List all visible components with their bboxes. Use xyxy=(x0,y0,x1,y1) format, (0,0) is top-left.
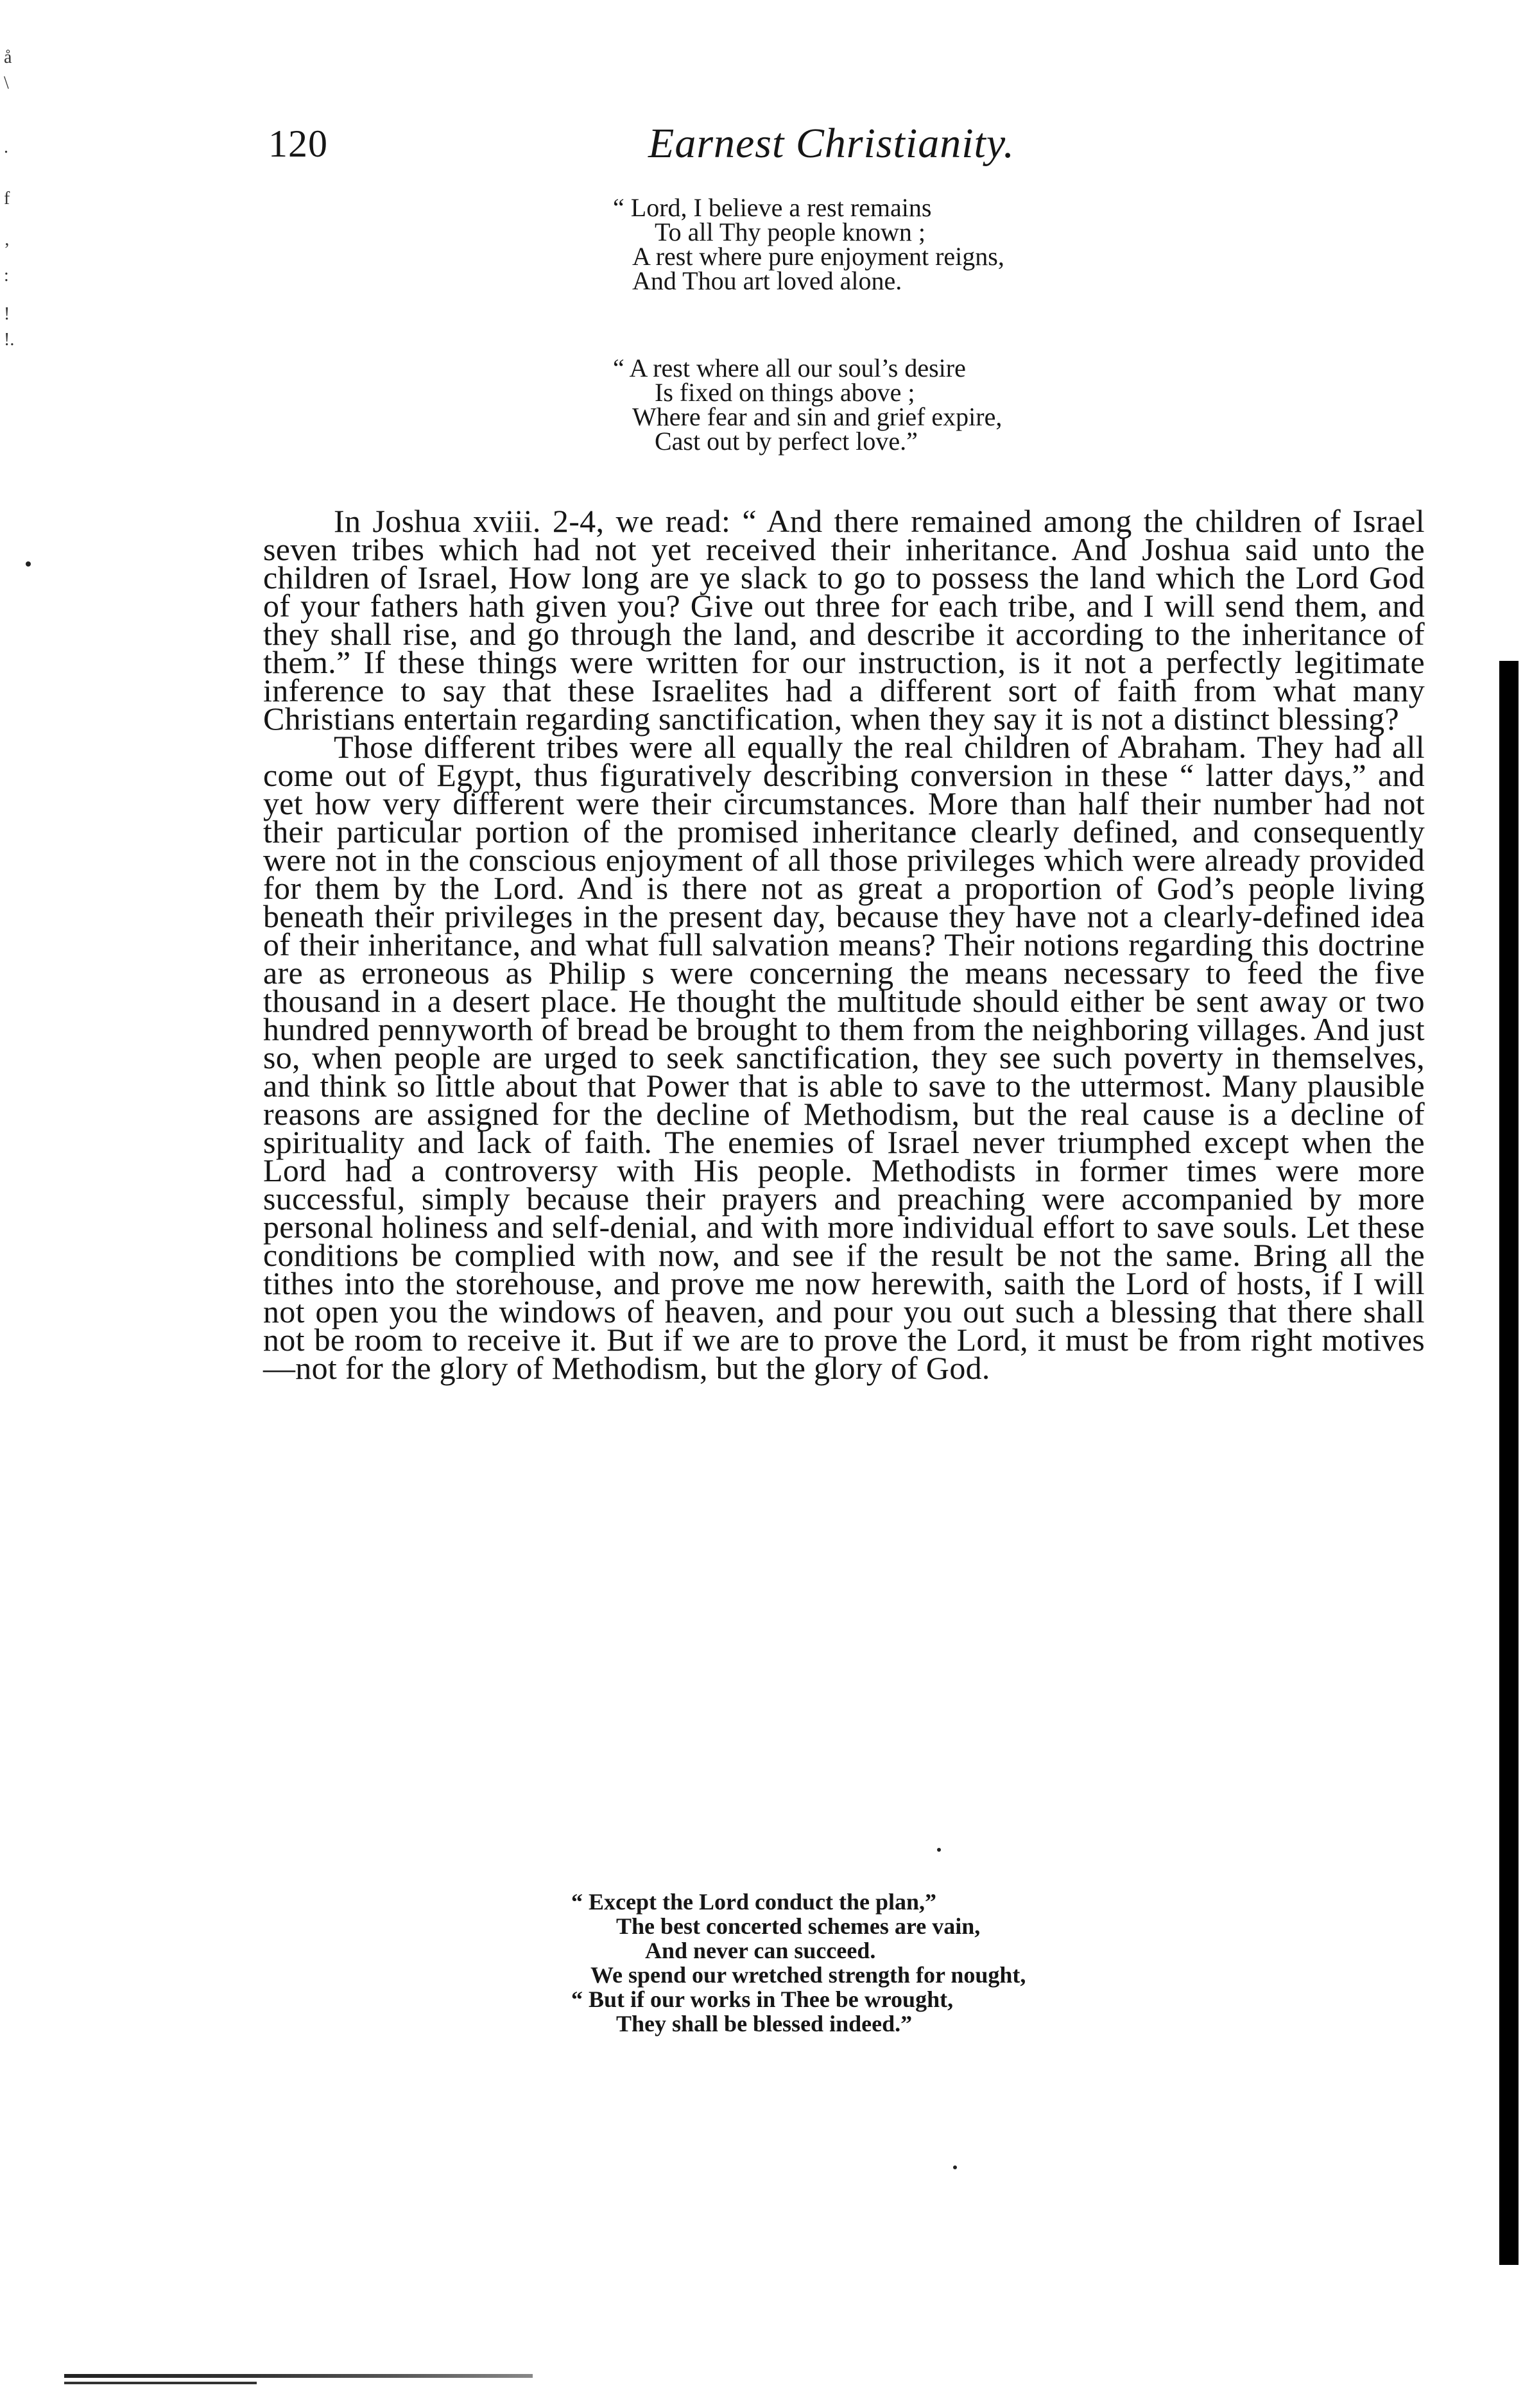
page-number: 120 xyxy=(268,123,328,165)
scan-bottom-rule xyxy=(64,2382,257,2384)
margin-mark: \ xyxy=(4,73,9,93)
margin-mark: f xyxy=(4,189,10,209)
verse-line: “ Lord, I believe a rest remains xyxy=(613,193,932,222)
verse-line: “ But if our works in Thee be wrought, xyxy=(571,1986,954,2012)
verse-line: To all Thy people known ; xyxy=(655,218,925,246)
verse-line: We spend our wretched strength for nought, xyxy=(590,1962,1026,1988)
verse-line: And Thou art loved alone. xyxy=(632,266,902,295)
margin-mark: !. xyxy=(4,330,15,350)
stray-ink-dot xyxy=(26,561,31,567)
margin-mark: å xyxy=(4,47,12,67)
margin-mark: ’ xyxy=(4,240,10,260)
margin-mark: : xyxy=(4,266,9,286)
paragraph: Those different tribes were all equally the real children of Abraham. They had all come out of Egypt, thus figuratively describing conversion in these “ latter days,” and yet how very different were their circumstances. More than half their number had not their particular portion of the promised inheritance clearly defined, and consequently were not in the conscious enjoyment of all those privileges which were already provided for them by the Lord. And is there not as great a proportion of God’s people living beneath their privileges in the present day, because they have not a clearly-defined idea of their inheritance, and what full salvation means? Their notions regarding this doctrine are as erroneous as Philip s were concerning the means necessary to feed the five thousand in a desert place. He thought the multitude should either be sent away or two hundred pennyworth of bread be brought to them from the neighboring villages. And just so, when people are urged to seek sanctification, they see such poverty in themselves, and think so little about that Power that is able to save to the uttermost. Many plausible reasons are assigned for the decline of Methodism, but the real cause is a decline of spirituality and lack of faith. The enemies of Israel never triumphed except when the Lord had a controversy with His people. Methodists in former times were more successful, simply because their prayers and preaching were accompanied by more personal holiness and self-denial, and with more individual effort to save souls. Let these conditions be complied with now, and see if the result be not the same. Bring all the tithes into the storehouse, and prove me now herewith, saith the Lord of hosts, if I will not open you the windows of heaven, and pour you out such a blessing that there shall not be room to receive it. But if we are to prove the Lord, it must be from right motives—not for the glory of Methodism, but the glory of God. xyxy=(263,729,1425,1386)
stray-ink-dot xyxy=(953,2165,957,2169)
verse-line: “ A rest where all our soul’s desire xyxy=(613,354,966,382)
body-text xyxy=(263,503,1425,1386)
verse-line: “ Except the Lord conduct the plan,” xyxy=(571,1889,937,1915)
margin-mark: . xyxy=(4,137,8,157)
verse-line: The best concerted schemes are vain, xyxy=(616,1913,981,1939)
verse-line: They shall be blessed indeed.” xyxy=(616,2011,913,2037)
verse-line: A rest where pure enjoyment reigns, xyxy=(632,242,1004,271)
left-margin-marks xyxy=(4,45,14,353)
verse-line: And never can succeed. xyxy=(645,1938,876,1963)
scan-edge-shadow xyxy=(1499,661,1519,2265)
scan-bottom-rule xyxy=(64,2374,533,2378)
opening-hymn-stanza-one xyxy=(613,193,1004,295)
margin-mark: ! xyxy=(4,304,10,324)
verse-line: Is fixed on things above ; xyxy=(655,378,915,407)
paragraph: In Joshua xviii. 2-4, we read: “ And there remained among the children of Israel seven tribes which had not yet received their inheritance. And Joshua said unto the children of Israel, How long are ye slack to go to possess the land which the Lord God of your fathers hath given you? Give out three for each tribe, and I will send them, and they shall rise, and go through the land, and describe it according to the inheritance of them.” If these things were written for our instruction, is it not a perfectly legitimate inference to say that these Israelites had a different sort of faith from what many Christians entertain regarding sanctification, when they say it is not a distinct blessing? xyxy=(263,503,1425,737)
verse-line: Cast out by perfect love.” xyxy=(655,427,918,456)
verse-line: Where fear and sin and grief expire, xyxy=(632,402,1003,431)
closing-hymn xyxy=(571,1890,1026,2036)
running-title: Earnest Christianity. xyxy=(648,120,1015,167)
opening-hymn-stanza-two xyxy=(613,356,1002,454)
stray-ink-dot xyxy=(937,1848,941,1852)
